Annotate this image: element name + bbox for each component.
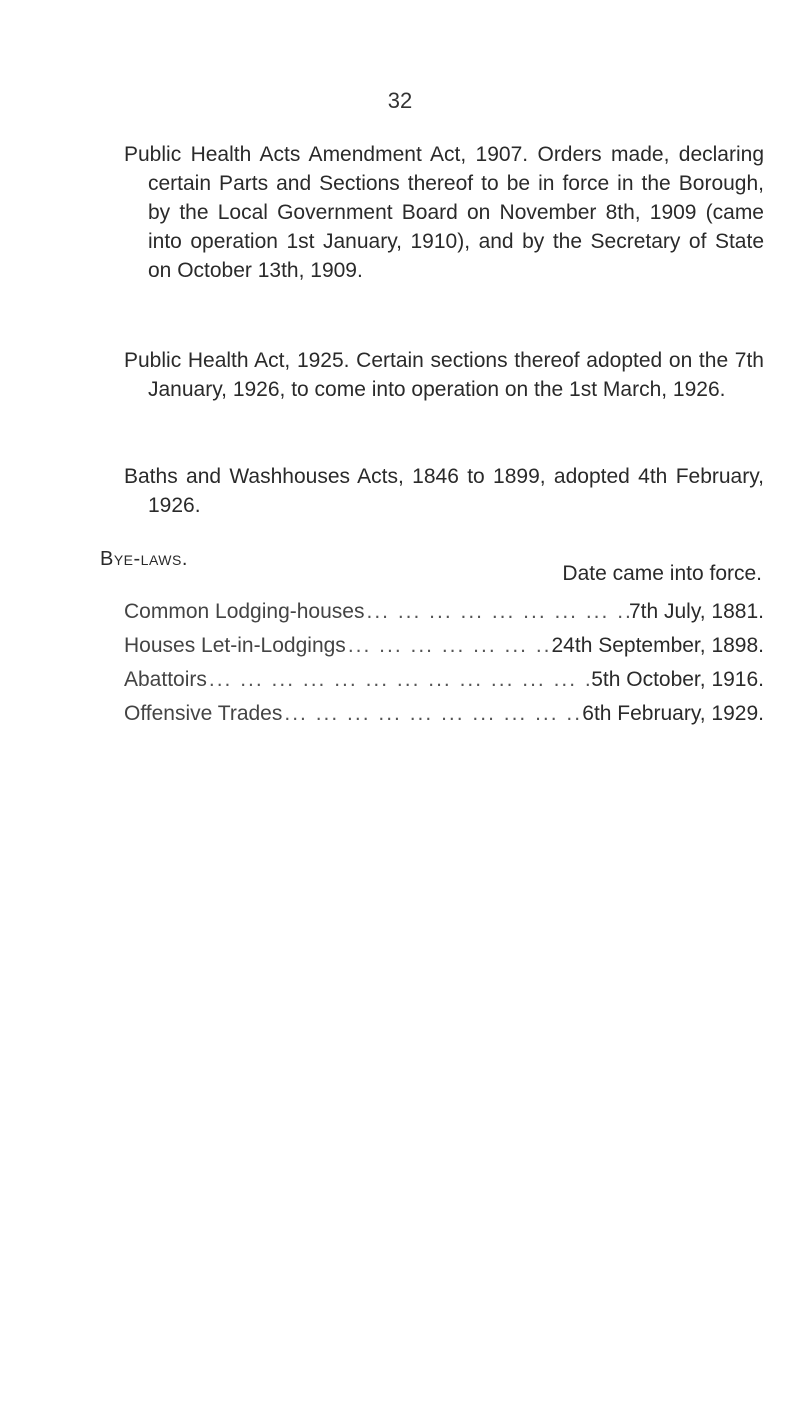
byelaw-row [124,597,764,627]
leader-dots [346,631,552,661]
byelaw-date: 6th February, 1929. [582,702,764,725]
byelaw-row [124,631,764,661]
leader-dots [207,665,591,695]
byelaw-name: Abattoirs [124,668,207,691]
leader-dots [364,597,628,627]
byelaw-row [124,665,764,695]
byelaw-name: Common Lodging-houses [124,600,365,623]
byelaw-date: 5th October, 1916. [591,668,764,691]
paragraph-public-health-act-1925: Public Health Act, 1925. Certain sections thereof adopted on the 7th January, 1926, to come into operation on the 1st March, 1926. [124,349,764,401]
byelaw-row [124,699,764,729]
byelaws-date-column-header: Date came into force. [562,562,762,585]
byelaw-name: Offensive Trades [124,702,283,725]
paragraph-baths-washhouses-acts: Baths and Washhouses Acts, 1846 to 1899, adopted 4th February, 1926. [124,465,764,517]
byelaw-name: Houses Let-in-Lodgings [124,634,346,657]
page-number: 32 [387,88,413,113]
paragraph-public-health-acts-amendment: Public Health Acts Amendment Act, 1907. Orders made, declaring certain Parts and Sections thereof to be in force in the Borough, by the Local Government Board on November 8th, 1909 (came into operation 1st January, 1910), and by the Secretary of State on October 13th, 1909. [124,143,764,282]
byelaw-date: 24th September, 1898. [551,634,764,657]
leader-dots [282,699,582,729]
byelaws-heading: Bye-laws. [100,548,188,570]
byelaw-date: 7th July, 1881. [628,600,764,623]
